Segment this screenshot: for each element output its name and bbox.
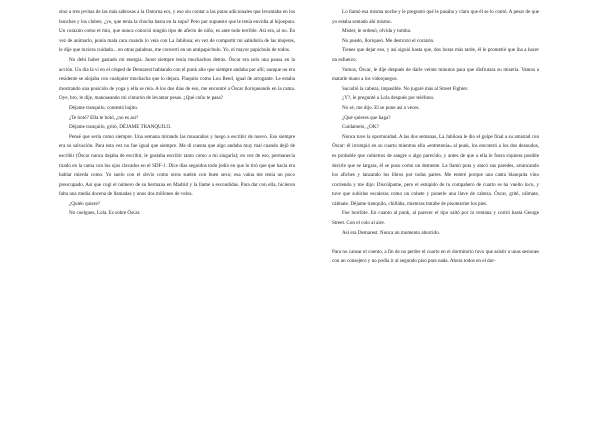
paragraph: Para no cansar el cuento, a fin de no perder el cuarto en el dormitorio tuvo que asistir a unas sesiones con un consejero y no podía ir al segundo piso para nada. Ahora todos en el dor- <box>332 248 539 265</box>
paragraph: Déjame tranquilo, gritó, DÉJAME TRANQUILO. <box>69 124 172 131</box>
paragraph: Nunca tuve la oportunidad. A las dos semanas, La Jabilosa le dio el golpe final a su amistad con Óscar: él irrumpió en su cuarto mientras ella «entretenía» al punk, los encontró a los dos desnudos, es probable que cubiertos de sangre o algo parecido, y antes de que a ella le fuera siquiera posible decirle que se largara, él se puso como un demente. La llamó puta y atacó sus paredes, arrancando los afiches y lanzando los libros por todas partes. Me enteré porque una canta blanquita vino corriendo y me dijo: Discúlpame, pero el estúpido de tu compañero de cuarto se ha vuelto loco, y tuve que subirlas escaleras como un cohete y ponerle una llave de cabeza. Óscar, grité, cálmate, cálmate. Déjame tranquilo, chilláha, mientras tratabe de pisotearme los pies. <box>332 133 539 207</box>
paragraph: ¿Te botó? Ella te botó, ¿no es así? <box>69 114 139 121</box>
paragraph: No cuelgues, Lola. Es sobre Óscar. <box>69 210 141 217</box>
paragraph: No puedo, lloriqueó. Me destrozó el corazón. <box>342 37 435 44</box>
paragraph: ¿Y?, le pregunté a Lola después por teléfono. <box>342 95 435 102</box>
paragraph: ¿Qué quieres que haga? <box>342 114 391 121</box>
paragraph: Déjame tranquilo, contestó bajito. <box>69 104 139 111</box>
paragraph: ¿Quién quiere? <box>69 200 100 207</box>
paragraph: Sacudió la cabeza, impasible. No jugaré más al Street Fighter. <box>342 85 469 92</box>
paragraph: Lo llamó esa misma noche y le preguntó qué le pasaba y claro que él se lo contó. A pesar de que yo estaba sentado ahí mismo. <box>332 9 539 25</box>
paragraph: Cuídamelo, ¿OK? <box>342 124 379 131</box>
right-page <box>332 8 539 267</box>
paragraph: Vamos, Óscar, le dije después de darle veinte minutos para que disfrutara su miseria. Vamos a matarle mano a los videojuegos. <box>332 66 539 83</box>
paragraph: Míster, le ordenó, olvida y tumba. <box>342 28 412 35</box>
paragraph: Pensé que sería como siempre. Una semana mirando las musarañas y luego a escribir de nuevo. Eso siempre era su salvación. Para esta vez no fue igual que siempre. Me di cuenta que algo andaba muy mal cuando dejó de escribir (Óscar nunca dejaba de escribir, le gustaba escribir tanto como a mí singarla); en vez de eso, permanecía tirado en la cama con los ojos clavados en el SDF-1. Dice días seguidos todo jodío en que lo tiró que que hacía era hablar mierda como. Yo suelo con el obvio como otros suelen con buen sexo; esa vaina me tenía un poco preocupado. Así que cogí el número de su hermana en Madrid y la llamé a escondidas. Para dar con ella, hicieron falta una media docena de llamadas y unos dos millones de velos. <box>59 133 295 198</box>
left-page <box>59 8 295 219</box>
paragraph: Fue horrible. En cuanto al punk, al parecer el tipo saltó por la ventana y corrió hasta George Street. Con el culo al aire. <box>332 210 539 227</box>
paragraph: No sé, me dijo. El se pone así a veces. <box>342 104 420 111</box>
paragraph: sino a tres jevitas de las más sabrosas a la Ontorna ecs, y eso sin contar a las putas adicionales que levantaba en los bonches y los clubes; ¿yo, que tenía la chocha hasta en la sopa? Pero por supuesto que le tenía envidia al hijoeputa. Un corazón como el mío, que nunca conoció ningún tipo de afecto de niño, es ante todo terrible. Así era, al no. En vez de animarlo, ponía mala cara cuando lo veía con La Jabilosa; en vez de compartir mi sabiduría de las mujeres, le dije que tuviera cuidado... en otras palabras, me convertí en un antipapichulo. Yo, el mayor papichulo de todos. <box>59 9 295 54</box>
paragraph: Así era Demarest. Nunca un momento aburrido. <box>342 229 440 236</box>
paragraph: Tienes que dejar eso, y así siguió hasta que, dos horas más tarde, él le prometió que iba a hacer un esfuerzo. <box>332 47 539 63</box>
paragraph: No debí haber gastado mi energía. Junot siempre tenía muchachos detrás. Óscar era solo una pausa en la acción. Un día la vi en el césped de Demarest hablando con el punk alto que siempre andaba por allí; aunque no era residente se alojaba con cualquier muchacha que lo dejara. Flaquito como Lou Reed, igual de arrogante. Le estaba mostrando una posición de yoga y ella se reía. A los dos días de eso, me encontré a Óscar lloriqueando en la cama. Oye, bro, le dije, manoseando mi cinturón de levantar pesas. ¿Qué coño te pasa? <box>59 56 295 102</box>
